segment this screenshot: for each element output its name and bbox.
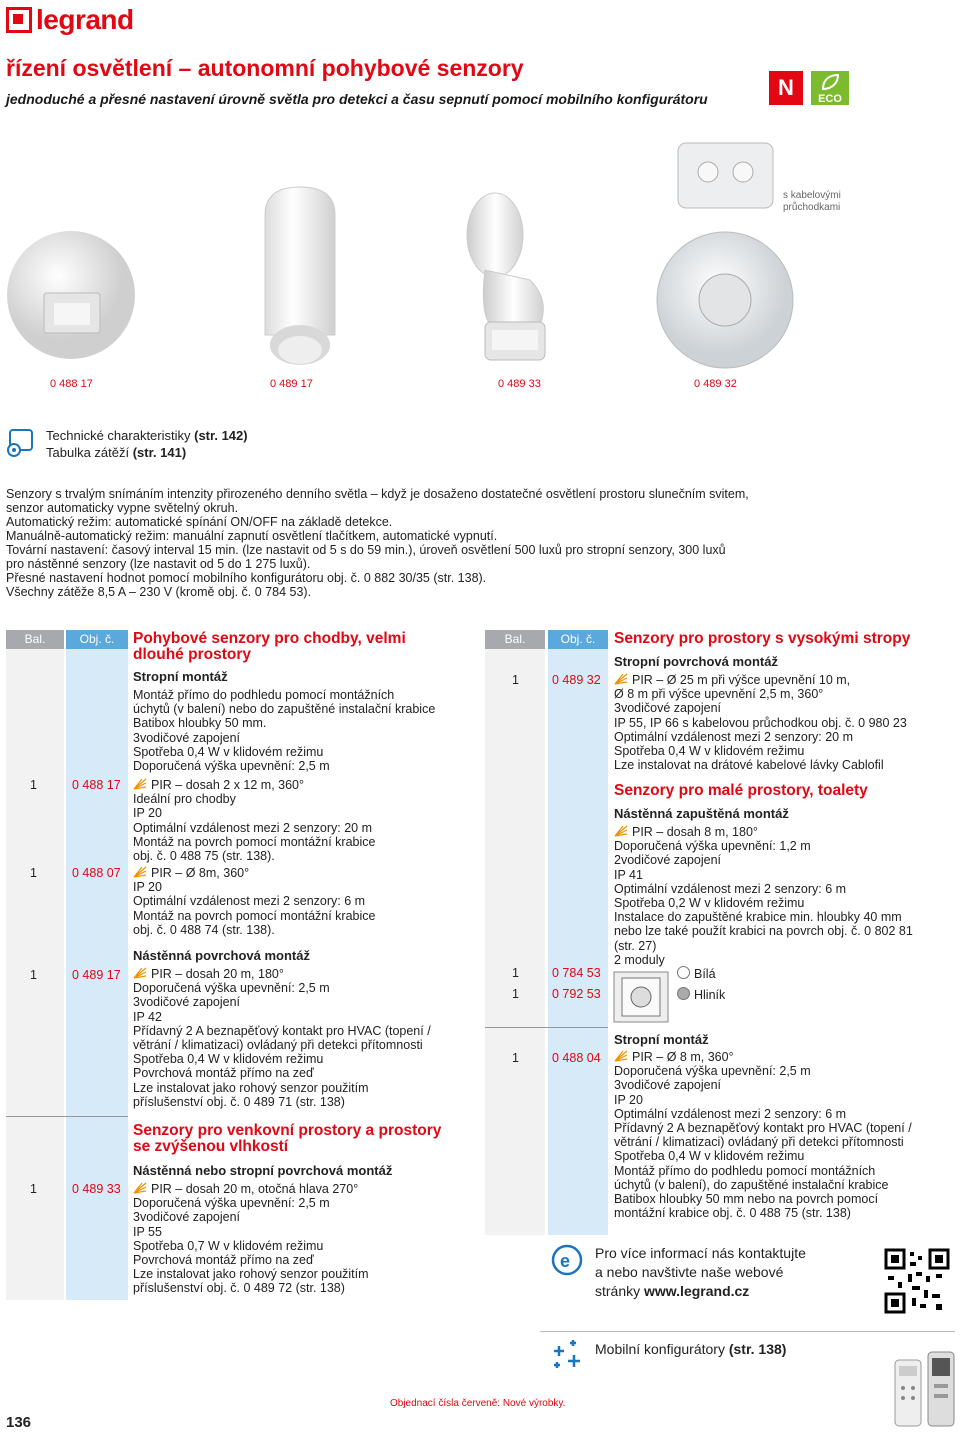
item-line: 3vodičové zapojení	[133, 995, 241, 1010]
pir-icon	[614, 825, 628, 837]
contact-line: a nebo navštivte naše webové	[595, 1264, 784, 1280]
pir-icon	[133, 1182, 147, 1194]
item-line: 2vodičové zapojení	[614, 853, 722, 868]
item-spec: PIR – dosah 20 m, otočná hlava 270°	[151, 1182, 359, 1196]
pir-icon	[614, 1050, 628, 1062]
load-ref: (str. 141)	[132, 445, 187, 460]
desc-line: Doporučená výška upevnění: 2,5 m	[133, 759, 330, 774]
bal-value: 1	[512, 1051, 519, 1065]
logo-text: legrand	[36, 4, 134, 35]
ref-column	[548, 630, 608, 1235]
desc-line: Montáž přímo do podhledu pomocí montážních	[133, 688, 395, 702]
item-line: Spotřeba 0,4 W v klidovém režimu	[614, 744, 805, 759]
divider	[485, 1027, 608, 1028]
pir-icon	[133, 778, 147, 790]
bal-value: 1	[30, 778, 37, 792]
legrand-logo	[6, 4, 134, 36]
color-label: Hliník	[694, 988, 726, 1002]
contact-line: stránky	[595, 1283, 645, 1299]
item-line: Optimální vzdálenost mezi 2 senzory: 6 m	[133, 894, 366, 909]
item-line: Montáž na povrch pomocí montážní krabice	[133, 908, 376, 923]
product-code: 0 489 17	[270, 378, 313, 390]
item-line: IP 42	[133, 1009, 162, 1024]
item-line: Přídavný 2 A beznapěťový kontakt pro HVAC (topení /	[614, 1121, 912, 1136]
section-title-line: se zvýšenou vlhkostí	[133, 1138, 289, 1155]
section-title: Senzory pro malé prostory, toalety	[614, 782, 868, 799]
product-code: 0 488 17	[50, 378, 93, 390]
subheading: Nástěnná zapuštěná montáž	[614, 806, 789, 821]
item-line: Lze instalovat jako rohový senzor použitím	[133, 1267, 369, 1282]
item-line: Povrchová montáž přímo na zeď	[133, 1253, 314, 1268]
item-line: Batibox hloubky 50 mm nebo na povrch pomocí	[614, 1192, 879, 1207]
svg-text:e: e	[560, 1251, 571, 1271]
page-number: 136	[6, 1414, 32, 1431]
section-title: Senzory pro prostory s vysokými stropy	[614, 630, 911, 647]
product-code: 0 489 32	[694, 378, 737, 390]
wall-sensor-image	[612, 968, 670, 1026]
page-title: řízení osvětlení – autonomní pohybové senzory	[6, 55, 524, 81]
ref-header: Obj. č.	[66, 630, 128, 649]
color-option-aluminium	[677, 987, 725, 1002]
bal-value: 1	[512, 987, 519, 1001]
item-line: obj. č. 0 488 74 (str. 138).	[133, 922, 275, 937]
color-option-white	[677, 966, 716, 981]
item-line: Doporučená výška upevnění: 2,5 m	[133, 1196, 330, 1211]
item-line: příslušenství obj. č. 0 489 71 (str. 138)	[133, 1094, 345, 1109]
mobile-link[interactable]	[595, 1341, 786, 1357]
subheading: Nástěnná povrchová montáž	[133, 948, 310, 963]
item-line: Optimální vzdálenost mezi 2 senzory: 6 m	[614, 1106, 847, 1121]
ref-value: 0 489 17	[72, 968, 121, 982]
item-line: IP 20	[133, 880, 162, 895]
product-item	[133, 1182, 483, 1296]
product-image-048932	[650, 140, 800, 380]
contact-text	[595, 1244, 806, 1301]
intro-line: Všechny zátěže 8,5 A – 230 V (kromě obj. č. 0 784 53).	[6, 585, 312, 599]
item-line: větrání / klimatizaci) ovládaný při detekci přítomnosti	[133, 1038, 423, 1053]
item-line: 3vodičové zapojení	[133, 1210, 241, 1225]
section-title-line: dlouhé prostory	[133, 646, 251, 663]
desc-line: 3vodičové zapojení	[133, 730, 241, 745]
item-line: Spotřeba 0,2 W v klidovém režimu	[614, 896, 805, 911]
intro-line: Tovární nastavení: časový interval 15 min. (lze nastavit od 5 s do 59 min.), úroveň osvětlení 500 luxů pro stropní senzory, 300 luxů	[6, 543, 726, 557]
product-image-048933	[440, 190, 560, 375]
item-spec: PIR – Ø 8m, 360°	[151, 866, 250, 880]
intro-line: Přesné nastavení hodnot pomocí mobilního konfigurátoru obj. č. 0 882 30/35 (str. 138).	[6, 571, 487, 585]
ref-value: 0 792 53	[552, 987, 601, 1001]
caption-line: průchodkami	[783, 202, 841, 213]
item-line: (str. 27)	[614, 938, 657, 953]
item-line: nebo lze také použít krabici na povrch obj. č. 0 802 81	[614, 924, 913, 939]
product-item	[133, 866, 483, 937]
section-title-line: Pohybové senzory pro chodby, velmi	[133, 630, 406, 647]
item-line: montážní krabice obj. č. 0 488 75 (str. 138)	[614, 1206, 851, 1221]
section-title	[133, 1123, 441, 1155]
white-swatch-icon	[677, 966, 690, 979]
ref-value: 0 784 53	[552, 966, 601, 980]
item-line: IP 55	[133, 1224, 162, 1239]
intro-line: pro nástěnné senzory (lze nastavit od 5 do 1 275 luxů).	[6, 557, 311, 571]
logo-mark	[6, 7, 32, 33]
item-line: IP 20	[614, 1092, 643, 1107]
ref-column	[66, 630, 128, 1300]
item-line: obj. č. 0 488 75 (str. 138).	[133, 849, 275, 864]
item-line: Instalace do zapuštěné krabice min. hloubky 40 mm	[614, 910, 902, 925]
bal-value: 1	[30, 968, 37, 982]
item-line: Optimální vzdálenost mezi 2 senzory: 6 m	[614, 881, 847, 896]
item-line: příslušenství obj. č. 0 489 72 (str. 138)	[133, 1281, 345, 1296]
bal-value: 1	[30, 1182, 37, 1196]
eco-badge-label: ECO	[818, 93, 842, 105]
item-spec: PIR – dosah 2 x 12 m, 360°	[151, 778, 305, 792]
desc-line: Batibox hloubky 50 mm.	[133, 716, 267, 731]
load-label: Tabulka zátěží	[46, 445, 133, 460]
tech-ref: (str. 142)	[194, 428, 248, 443]
item-line: 3vodičové zapojení	[614, 701, 722, 716]
desc-line: Spotřeba 0,4 W v klidovém režimu	[133, 744, 324, 759]
bal-header: Bal.	[6, 630, 64, 649]
bal-value: 1	[512, 673, 519, 687]
bal-value: 1	[30, 866, 37, 880]
intro-line: senzor automaticky vypne světelný okruh.	[6, 501, 239, 515]
bal-value: 1	[512, 966, 519, 980]
subheading: Nástěnná nebo stropní povrchová montáž	[133, 1163, 393, 1178]
divider	[6, 1116, 128, 1117]
item-spec: PIR – dosah 20 m, 180°	[151, 967, 284, 981]
item-line: Spotřeba 0,4 W v klidovém režimu	[614, 1149, 805, 1164]
tech-link[interactable]	[46, 428, 248, 444]
product-code: 0 489 33	[498, 378, 541, 390]
item-line: Montáž na povrch pomocí montážní krabice	[133, 834, 376, 849]
product-image-048917	[255, 185, 345, 370]
item-line: 2 moduly	[614, 952, 665, 967]
product-item	[614, 673, 954, 772]
divider	[540, 1331, 955, 1332]
load-link[interactable]	[46, 445, 186, 461]
document-icon	[4, 428, 36, 463]
item-line: Doporučená výška upevnění: 2,5 m	[614, 1064, 811, 1079]
description	[133, 688, 483, 773]
item-line: IP 20	[133, 806, 162, 821]
aluminium-swatch-icon	[677, 987, 690, 1000]
item-line: úchytů (v balení), do zapuštěné instalační krabice	[614, 1177, 889, 1192]
item-line: větrání / klimatizaci) ovládaný při detekci přítomnosti	[614, 1135, 904, 1150]
bal-column	[6, 630, 64, 1300]
bal-column	[485, 630, 545, 1235]
item-line: Optimální vzdálenost mezi 2 senzory: 20 m	[614, 729, 853, 744]
eco-badge	[811, 71, 849, 105]
intro-text	[6, 487, 956, 599]
product-caption	[783, 190, 841, 214]
footer-note: Objednací čísla červeně: Nové výrobky.	[390, 1398, 566, 1409]
pir-icon	[614, 673, 628, 685]
item-line: Optimální vzdálenost mezi 2 senzory: 20 m	[133, 820, 372, 835]
leaf-icon	[820, 73, 840, 91]
ref-value: 0 488 04	[552, 1051, 601, 1065]
subheading: Stropní montáž	[614, 1032, 709, 1047]
item-line: Spotřeba 0,4 W v klidovém režimu	[133, 1052, 324, 1067]
product-item	[614, 1050, 954, 1220]
item-line: IP 41	[614, 867, 643, 882]
ref-value: 0 489 32	[552, 673, 601, 687]
section-title-line: Senzory pro venkovní prostory a prostory	[133, 1122, 442, 1139]
pir-icon	[133, 866, 147, 878]
item-line: Lze instalovat jako rohový senzor použitím	[133, 1080, 369, 1095]
item-line: Lze instalovat na drátové kabelové lávky Cablofil	[614, 758, 884, 773]
color-label: Bílá	[694, 967, 716, 981]
section-title	[133, 631, 406, 663]
contact-line: Pro více informací nás kontaktujte	[595, 1245, 806, 1261]
pir-icon	[133, 967, 147, 979]
new-badge: N	[769, 71, 803, 105]
product-item	[614, 825, 954, 967]
item-line: Montáž přímo do podhledu pomocí montážních	[614, 1163, 876, 1178]
item-spec: PIR – Ø 8 m, 360°	[632, 1050, 734, 1064]
item-line: IP 55, IP 66 s kabelovou průchodkou obj. č. 0 980 23	[614, 715, 907, 730]
product-image-048817	[6, 225, 136, 375]
bal-header: Bal.	[485, 630, 545, 649]
subheading: Stropní montáž	[133, 669, 228, 684]
accessory-icon	[550, 1339, 584, 1378]
intro-line: Manuálně-automatický režim: manuální zapnutí osvětlení tlačítkem, automatické vypnutí.	[6, 529, 498, 543]
ref-value: 0 489 33	[72, 1182, 121, 1196]
item-line: Povrchová montáž přímo na zeď	[133, 1066, 314, 1081]
item-spec: PIR – dosah 8 m, 180°	[632, 825, 758, 839]
product-item	[133, 967, 483, 1109]
mobile-ref: (str. 138)	[728, 1341, 787, 1357]
ref-value: 0 488 17	[72, 778, 121, 792]
website-link[interactable]: www.legrand.cz	[644, 1283, 750, 1299]
item-line: Spotřeba 0,7 W v klidovém režimu	[133, 1238, 324, 1253]
ref-header: Obj. č.	[548, 630, 608, 649]
web-icon	[550, 1242, 584, 1283]
item-spec: PIR – Ø 25 m při výšce upevnění 10 m,	[632, 673, 851, 687]
item-line: Doporučená výška upevnění: 1,2 m	[614, 839, 811, 854]
ref-value: 0 488 07	[72, 866, 121, 880]
qr-code	[884, 1248, 950, 1314]
remote-image	[893, 1358, 923, 1428]
product-item	[133, 778, 483, 863]
tech-label: Technické charakteristiky	[46, 428, 195, 443]
page-subtitle: jednoduché a přesné nastavení úrovně světla pro detekci a času sepnutí pomocí mobilního konfigurátoru	[6, 91, 708, 107]
intro-line: Senzory s trvalým snímáním intenzity přirozeného denního světla – když je dosaženo dostatečné osvětlení prostoru slunečním svitem,	[6, 487, 749, 501]
caption-line: s kabelovými	[783, 190, 841, 201]
subheading: Stropní povrchová montáž	[614, 654, 778, 669]
desc-line: úchytů (v balení) nebo do zapuštěné instalační krabice	[133, 702, 436, 717]
intro-line: Automatický režim: automatické spínání ON/OFF na základě detekce.	[6, 515, 393, 529]
item-line: Ø 8 m při výšce upevnění 2,5 m, 360°	[614, 687, 824, 702]
configurator-image	[926, 1350, 956, 1428]
mobile-label: Mobilní konfigurátory	[595, 1341, 729, 1357]
item-line: Doporučená výška upevnění: 2,5 m	[133, 981, 330, 996]
item-line: 3vodičové zapojení	[614, 1078, 722, 1093]
item-line: Ideální pro chodby	[133, 792, 236, 807]
item-line: Přídavný 2 A beznapěťový kontakt pro HVAC (topení /	[133, 1023, 431, 1038]
